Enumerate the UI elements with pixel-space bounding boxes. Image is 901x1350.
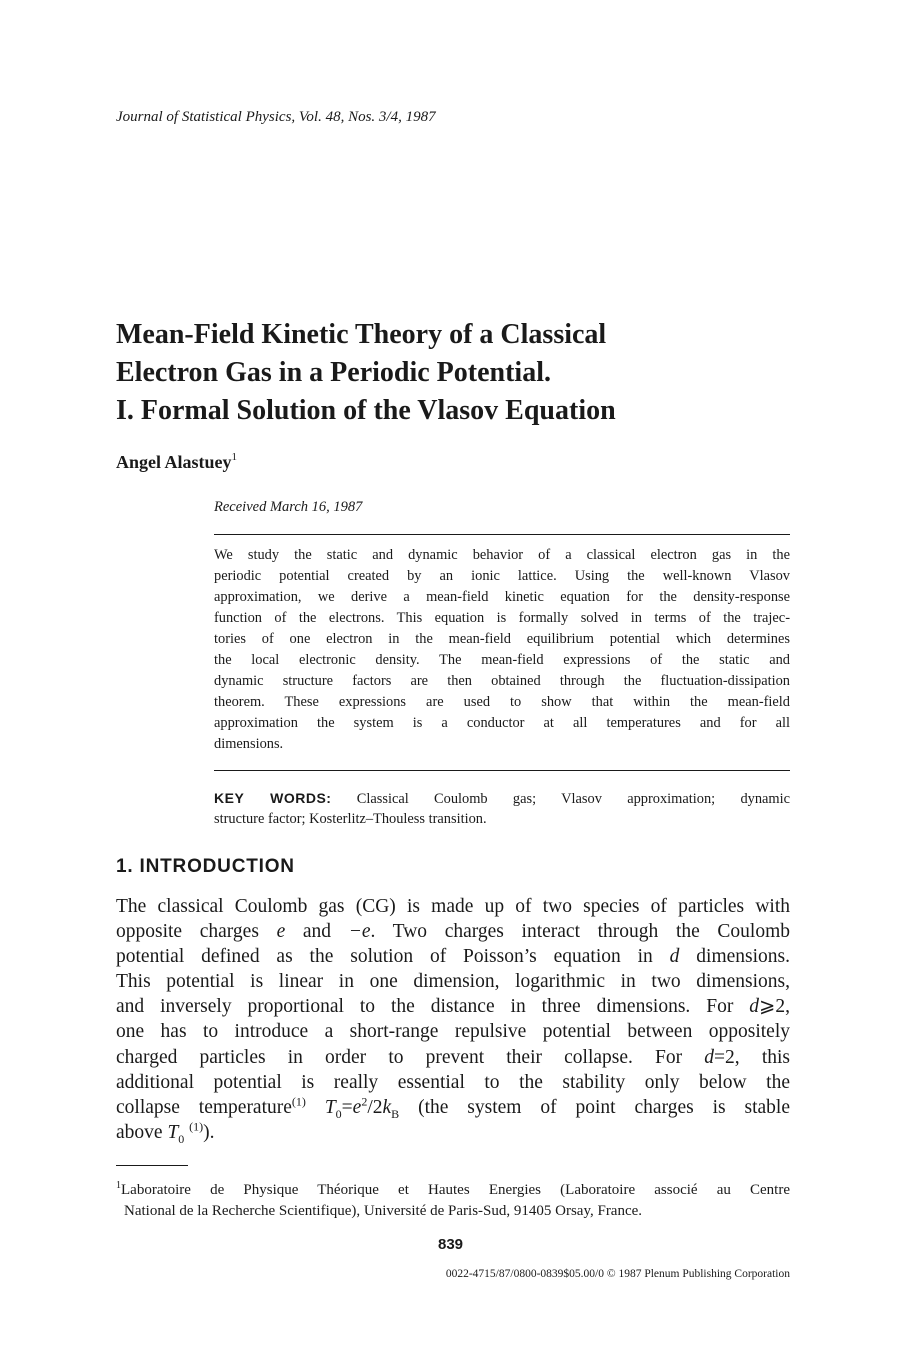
paper-title (116, 316, 616, 430)
keywords-line-1 (214, 788, 790, 809)
title-line-2: Electron Gas in a Periodic Potential. (116, 357, 551, 388)
abstract-line: dimensions. (214, 736, 284, 752)
keywords-label: KEY WORDS: (214, 790, 332, 806)
math: = (341, 1096, 353, 1118)
text-run: charged particles in order to prevent their collapse. For (116, 1046, 705, 1068)
abstract-line: theorem. These expressions are used to show that within the mean-field (214, 694, 790, 710)
math: e (276, 921, 286, 943)
abstract-line: approximation, we derive a mean-field kinetic equation for the density-response (214, 589, 790, 605)
text-run: dimensions. (679, 946, 790, 968)
math: e (352, 1096, 362, 1118)
journal-citation: Journal of Statistical Physics, Vol. 48, Nos. 3/4, 1987 (116, 109, 436, 125)
keywords (214, 788, 790, 830)
text-run: above (116, 1121, 168, 1143)
math: −e (348, 921, 371, 943)
copyright-line: 0022-4715/87/0800-0839$05.00/0 © 1987 Plenum Publishing Corporation (445, 1268, 790, 1280)
body-line: additional potential is really essential to the stability only below the (116, 1071, 790, 1093)
author-footnote-mark: 1 (231, 451, 238, 463)
math: 0 (335, 1106, 342, 1121)
abstract (214, 545, 790, 755)
footnote-line-1 (116, 1180, 790, 1201)
body-line (116, 919, 790, 944)
body-line: This potential is linear in one dimension, logarithmic in two dimensions, (116, 971, 790, 993)
math: d (749, 996, 760, 1018)
abstract-line: the local electronic density. The mean-field expressions of the static and (214, 652, 790, 668)
citation: (1) (189, 1119, 204, 1134)
footnote (116, 1180, 790, 1222)
text-run: ). (203, 1121, 215, 1143)
abstract-line: approximation the system is a conductor at all temperatures and for all (214, 715, 790, 731)
body-line: The classical Coulomb gas (CG) is made up of two species of particles with (116, 896, 790, 917)
text-run: =2, this (714, 1046, 790, 1068)
text-run: ⩾2, (759, 996, 790, 1018)
text-run: . Two charges interact through the Coulomb (370, 921, 791, 943)
math: T (324, 1096, 336, 1118)
author (116, 452, 237, 473)
math: /2 (367, 1096, 383, 1118)
body-line (116, 1045, 790, 1070)
abstract-line: function of the electrons. This equation is formally solved in terms of the trajec- (214, 610, 790, 626)
body-line (116, 944, 790, 969)
abstract-bottom-rule (214, 770, 790, 771)
abstract-line: periodic potential created by an ionic lattice. Using the well-known Vlasov (214, 568, 790, 584)
footnote-line-2: National de la Recherche Scientifique), Université de Paris-Sud, 91405 Orsay, France. (124, 1203, 643, 1219)
body-line (116, 994, 790, 1019)
footnote-text-1: Laboratoire de Physique Théorique et Hautes Energies (Laboratoire associé au Centre (121, 1182, 790, 1198)
math: B (391, 1106, 400, 1121)
abstract-line: We study the static and dynamic behavior of a classical electron gas in the (214, 547, 790, 563)
section-title: INTRODUCTION (139, 856, 295, 877)
page-number: 839 (437, 1236, 464, 1253)
math: d (669, 946, 680, 968)
abstract-top-rule (214, 534, 790, 535)
text-run: collapse temperature (116, 1096, 292, 1118)
title-line-3: I. Formal Solution of the Vlasov Equation (116, 395, 616, 426)
keywords-line-2: structure factor; Kosterlitz–Thouless transition. (214, 811, 487, 827)
text-run: and (285, 921, 349, 943)
citation: (1) (291, 1094, 306, 1109)
introduction-text (116, 894, 790, 1145)
section-heading (116, 856, 295, 878)
abstract-line: tories of one electron in the mean-field equilibrium potential which determines (214, 631, 790, 647)
section-number: 1. (116, 856, 134, 877)
abstract-line: dynamic structure factors are then obtained through the fluctuation-dissipation (214, 673, 790, 689)
text-run: and inversely proportional to the distance in three dimensions. For (116, 996, 750, 1018)
text-run: opposite charges (116, 921, 277, 943)
math: 0 (178, 1131, 185, 1146)
math: k (382, 1096, 392, 1118)
text-run: potential defined as the solution of Poisson’s equation in (116, 946, 670, 968)
body-line (116, 1120, 790, 1145)
math: T (167, 1121, 179, 1143)
keywords-text-1: Classical Coulomb gas; Vlasov approximation; dynamic (356, 791, 791, 807)
footnote-rule (116, 1165, 188, 1166)
body-line: one has to introduce a short-range repulsive potential between oppositely (116, 1021, 790, 1043)
footnote-mark: 1 (116, 1180, 121, 1191)
body-line (116, 1095, 790, 1120)
text-run: (the system of point charges is stable (399, 1096, 791, 1118)
math: 2 (361, 1094, 368, 1109)
math: d (704, 1046, 715, 1068)
received-date: Received March 16, 1987 (214, 499, 363, 515)
title-line-1: Mean-Field Kinetic Theory of a Classical (116, 319, 607, 350)
author-name: Angel Alastuey (116, 452, 232, 472)
